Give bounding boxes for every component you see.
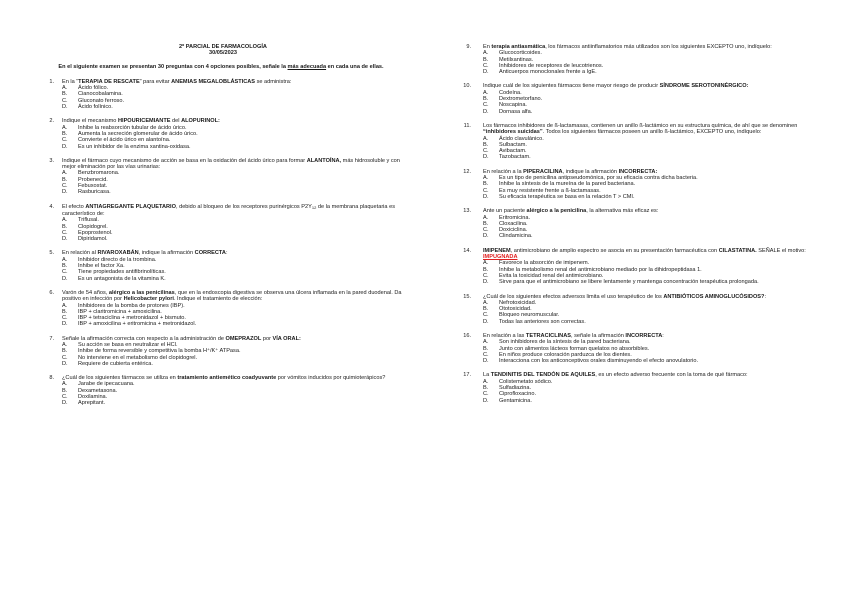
option-text: Dextrometorfano. xyxy=(499,96,543,103)
option-letter: D. xyxy=(62,360,68,367)
option-letter: A. xyxy=(62,341,68,348)
option-text: No interviene en el metabolismo del clopidogrel. xyxy=(78,354,198,361)
option-text: Interacciona con los anticonceptivos orales disminuyendo el efecto anovulatorio. xyxy=(499,358,699,365)
option-text: Son inhibidores de la síntesis de la pared bacteriana. xyxy=(499,339,631,346)
answer-option xyxy=(62,104,412,110)
option-text: Su acción se basa en neutralizar el HCl. xyxy=(78,341,178,348)
option-letter: D. xyxy=(62,236,68,243)
option-text: Colistemetato sódico. xyxy=(499,378,553,385)
option-text: Ototoxicidad. xyxy=(499,306,532,313)
option-letter: B. xyxy=(62,130,68,137)
option-text: Tazobactam. xyxy=(499,154,531,161)
option-text: Dornasa alfa. xyxy=(499,108,533,115)
option-text: Dipiridamol. xyxy=(78,236,108,243)
option-letter: D. xyxy=(483,108,489,115)
answer-option xyxy=(62,321,412,327)
option-letter: B. xyxy=(483,266,489,273)
option-text: Favorece la absorción de imipenem. xyxy=(499,260,590,267)
option-text: Ciprofloxacino. xyxy=(499,391,536,398)
option-letter: D. xyxy=(62,189,68,196)
option-text: Epoprostenol. xyxy=(78,229,113,236)
option-text: Inhibidor directo de la trombina. xyxy=(78,256,157,263)
option-letter: B. xyxy=(62,223,68,230)
answer-option xyxy=(483,319,813,325)
option-text: Inhibe la síntesis de la mureína de la pared bacteriana. xyxy=(499,181,636,188)
question xyxy=(40,290,412,328)
option-letter: A. xyxy=(62,124,68,131)
option-letter: B. xyxy=(483,306,489,313)
question-number: 5. xyxy=(49,250,54,257)
option-letter: B. xyxy=(483,181,489,188)
option-text: Glucocorticoides. xyxy=(499,50,542,57)
option-letter: C. xyxy=(483,312,489,319)
option-letter: B. xyxy=(62,308,68,315)
option-text: Gluconato ferroso. xyxy=(78,97,125,104)
question-stem: En relación a la PIPERACILINA, indique la afirmación INCORRECTA: xyxy=(483,168,658,175)
question-number: 6. xyxy=(49,289,54,296)
option-letter: C. xyxy=(62,269,68,276)
option-letter: D. xyxy=(483,69,489,76)
question xyxy=(461,333,813,364)
option-letter: A. xyxy=(62,217,68,224)
option-text: Inhibe la reabsorción tubular de ácido úrico. xyxy=(78,124,187,131)
question-number: 4. xyxy=(49,203,54,210)
question-stem: Los fármacos inhibidores de ß-lactamasas, contienen un anillo ß-lactámico en su estructura química, de ahí que se denominen “inhibidores suicidas”. Todos los siguientes fármacos poseen un anillo ß-lactámico, EXCEPTO uno, indíquelo: xyxy=(483,122,798,136)
option-letter: A. xyxy=(483,378,489,385)
option-text: Sirve para que el antimicrobiano se libere lentamente y mantenga concentración terapéutica prolongada. xyxy=(499,279,759,286)
option-text: Es un tipo de penicilina antipseudomónica, por su eficacia contra dicha bacteria. xyxy=(499,175,698,182)
question-stem: Ante un paciente alérgico a la penicilina, la alternativa más eficaz es: xyxy=(483,208,659,215)
option-text: Ácido fólico. xyxy=(78,85,109,92)
answer-option xyxy=(483,398,813,404)
option-letter: C. xyxy=(62,394,68,401)
question xyxy=(40,79,412,110)
option-text: Inhibe de forma reversible y competitiva la bomba H⁺/K⁺ ATPasa. xyxy=(78,348,241,355)
option-letter: B. xyxy=(62,91,68,98)
option-letter: A. xyxy=(483,339,489,346)
answer-option xyxy=(483,109,813,115)
option-text: Dexametasona. xyxy=(78,387,118,394)
answer-option xyxy=(483,233,813,239)
left-column xyxy=(40,0,412,415)
option-text: Ácido folínico. xyxy=(78,104,113,111)
option-text: En niños produce coloración parduzca de los dientes. xyxy=(499,351,632,358)
option-text: Clindamicina. xyxy=(499,233,533,240)
question xyxy=(461,208,813,239)
option-text: Codeína. xyxy=(499,89,522,96)
question-number: 16. xyxy=(463,332,471,339)
answer-option xyxy=(483,279,813,285)
question-stem: En relación a las TETRACICLINAS, señale la afirmación INCORRECTA: xyxy=(483,332,664,339)
option-text: Noscapina. xyxy=(499,102,527,109)
option-letter: A. xyxy=(62,170,68,177)
option-text: Todas las anteriores son correctas. xyxy=(499,318,586,325)
question xyxy=(461,83,813,114)
option-text: Doxiciclina. xyxy=(499,227,528,234)
option-text: IBP + tetraciclina + metronidazol + bismuto. xyxy=(78,315,186,322)
option-letter: B. xyxy=(62,387,68,394)
question xyxy=(40,158,412,196)
question xyxy=(461,248,813,286)
option-letter: C. xyxy=(62,229,68,236)
option-letter: C. xyxy=(483,148,489,155)
option-text: Aumenta la secreción glomerular de ácido úrico. xyxy=(78,130,198,137)
answer-option xyxy=(483,194,813,200)
option-text: Tiene propiedades antifibrinolíticas. xyxy=(78,269,166,276)
question-number: 9. xyxy=(466,44,471,50)
exam-instructions: En el siguiente examen se presentan 30 preguntas con 4 opciones posibles, señale la más adecuada en cada una de ellas. xyxy=(58,63,384,70)
question-number: 17. xyxy=(463,372,471,379)
answer-option xyxy=(62,400,412,406)
option-letter: C. xyxy=(483,187,489,194)
question-number: 1. xyxy=(49,78,54,85)
option-text: Cloxacilina. xyxy=(499,220,528,227)
question xyxy=(461,44,813,75)
option-text: Eritromicina. xyxy=(499,214,531,221)
option-letter: A. xyxy=(483,50,489,57)
right-question-list xyxy=(461,44,813,404)
question xyxy=(461,169,813,200)
option-letter: B. xyxy=(483,385,489,392)
option-letter: D. xyxy=(62,143,68,150)
question-stem: El efecto ANTIAGREGANTE PLAQUETARIO, debido al bloqueo de los receptores purinérgicos $P2Y_{12}$ de la membrana plaquetaria es característico de: xyxy=(62,203,395,217)
option-letter: B. xyxy=(483,96,489,103)
option-text: Probenecid. xyxy=(78,176,108,183)
question xyxy=(40,336,412,367)
option-text: Cianocobalamina. xyxy=(78,91,123,98)
option-letter: A. xyxy=(62,302,68,309)
option-text: Su eficacia terapéutica se basa en la relación T > CMI. xyxy=(499,193,635,200)
option-text: Inhibidores de receptores de leucotrienos. xyxy=(499,62,604,69)
right-column xyxy=(461,0,813,412)
option-letter: C. xyxy=(62,315,68,322)
option-letter: C. xyxy=(483,62,489,69)
option-letter: A. xyxy=(483,299,489,306)
option-text: Requiere de cubierta entérica. xyxy=(78,360,153,367)
answer-option xyxy=(62,236,412,242)
question xyxy=(40,375,412,406)
question-number: 11. xyxy=(463,122,471,129)
option-text: Rasburicasa. xyxy=(78,189,111,196)
option-letter: C. xyxy=(483,272,489,279)
option-letter: A. xyxy=(483,135,489,142)
option-text: IBP + amoxicilina + eritromicina + metronidazol. xyxy=(78,321,197,328)
option-letter: C. xyxy=(62,97,68,104)
option-letter: D. xyxy=(483,154,489,161)
option-text: Bloqueo neuromuscular. xyxy=(499,312,560,319)
option-letter: B. xyxy=(62,348,68,355)
question xyxy=(40,250,412,281)
question-stem: Indique el mecanismo HIPOURICEMIANTE del ALOPURINOL: xyxy=(62,118,220,125)
option-letter: D. xyxy=(483,397,489,404)
option-text: Doxilamina. xyxy=(78,394,108,401)
question-stem: En terapia antiasmática, los fármacos antiinflamatorios más utilizados son los siguientes EXCEPTO uno, indíquelo: xyxy=(483,44,772,50)
option-text: Es un antagonista de la vitamina K. xyxy=(78,275,166,282)
option-text: Ácido clavulánico. xyxy=(499,135,544,142)
question xyxy=(40,204,412,243)
option-text: Gentamicina. xyxy=(499,397,532,404)
option-text: Inhibe la metabolismo renal del antimicrobiano mediado por la dihidropeptidasa 1. xyxy=(499,266,702,273)
option-letter: D. xyxy=(483,358,489,365)
option-letter: B. xyxy=(62,263,68,270)
question-number: 14. xyxy=(463,247,471,254)
option-letter: D. xyxy=(483,193,489,200)
option-text: Avibactam. xyxy=(499,148,527,155)
answer-option xyxy=(62,276,412,282)
option-text: Sulfadiazina. xyxy=(499,385,532,392)
answer-option xyxy=(62,189,412,195)
question-stem: La TENDINITIS DEL TENDÓN DE AQUILES, es un efecto adverso frecuente con la toma de qué fármaco: xyxy=(483,372,748,379)
option-letter: D. xyxy=(483,318,489,325)
question xyxy=(40,118,412,149)
option-letter: A. xyxy=(483,214,489,221)
option-letter: A. xyxy=(62,256,68,263)
option-text: Clopidogrel. xyxy=(78,223,108,230)
option-letter: C. xyxy=(62,183,68,190)
option-letter: C. xyxy=(62,354,68,361)
answer-option xyxy=(483,69,813,75)
option-text: Aprepitant. xyxy=(78,400,106,407)
question-stem: Señale la afirmación correcta con respecto a la administración de OMEPRAZOL por VÍA ORAL: xyxy=(62,335,301,342)
exam-title: 2º PARCIAL DE FARMACOLOGÍA xyxy=(179,44,267,50)
option-letter: C. xyxy=(483,102,489,109)
option-letter: A. xyxy=(483,89,489,96)
option-letter: A. xyxy=(483,175,489,182)
option-text: Anticuerpos monoclonales frente a IgE. xyxy=(499,69,597,76)
option-letter: B. xyxy=(483,56,489,63)
question-number: 2. xyxy=(49,118,54,125)
option-letter: A. xyxy=(62,85,68,92)
option-text: IBP + claritromicina + amoxicilina. xyxy=(78,308,162,315)
answer-option xyxy=(62,361,412,367)
option-text: Febuxostat. xyxy=(78,183,108,190)
question xyxy=(461,372,813,403)
option-letter: D. xyxy=(62,321,68,328)
option-letter: D. xyxy=(62,275,68,282)
option-letter: C. xyxy=(62,137,68,144)
question-number: 10. xyxy=(463,83,471,90)
option-text: Inhibe el factor Xa. xyxy=(78,263,125,270)
question-stem: Varón de 54 años, alérgico a las penicilinas, que en la endoscopia digestiva se observa una úlcera inflamada en la pared duodenal. Da positivo en infección por Helicobacter pylori. Indique el tratamiento de elección: xyxy=(62,289,402,303)
question xyxy=(461,294,813,325)
option-text: Benzbromarona. xyxy=(78,170,120,177)
option-letter: C. xyxy=(483,391,489,398)
option-letter: D. xyxy=(62,400,68,407)
left-question-list xyxy=(40,79,412,407)
option-letter: C. xyxy=(483,351,489,358)
option-text: Inhibidores de la bomba de protones (IBP). xyxy=(78,302,185,309)
option-letter: B. xyxy=(483,220,489,227)
option-text: Es muy resistente frente a ß-lactamasas. xyxy=(499,187,601,194)
option-letter: D. xyxy=(483,279,489,286)
question-number: 13. xyxy=(463,208,471,215)
option-letter: B. xyxy=(483,141,489,148)
option-letter: A. xyxy=(62,381,68,388)
option-text: Convierte el ácido úrico en alantoína. xyxy=(78,137,171,144)
option-letter: C. xyxy=(483,227,489,234)
question-number: 3. xyxy=(49,157,54,164)
option-text: Junto con alimentos lácteos forman quelatos no absorbibles. xyxy=(499,345,650,352)
question-number: 12. xyxy=(463,168,471,175)
question-stem: ¿Cuál de los siguientes fármacos se utiliza en tratamiento antiemético coadyuvante por vómitos inducidos por quimioterápicos? xyxy=(62,375,386,382)
question-stem: ¿Cuál de los siguientes efectos adversos limita el uso terapéutico de los ANTIBIÓTICOS AMINOGLUCÓSIDOS?: xyxy=(483,293,767,300)
option-text: Es un inhibidor de la enzima xantina-oxidasa. xyxy=(78,143,191,150)
option-letter: B. xyxy=(62,176,68,183)
answer-option xyxy=(483,154,813,160)
answer-option xyxy=(483,358,813,364)
option-text: Evita la toxicidad renal del antimicrobiano. xyxy=(499,272,604,279)
option-text: Sulbactam. xyxy=(499,141,527,148)
question-number: 15. xyxy=(463,293,471,300)
exam-date: 30/05/2023 xyxy=(209,50,237,57)
option-letter: D. xyxy=(62,104,68,111)
option-letter: D. xyxy=(483,233,489,240)
question-stem: IMIPENEM, antimicrobiano de amplio espectro se asocia en su presentación farmacéutica con CILASTATINA. SEÑALE el motivo: IMPUGNADA xyxy=(483,247,806,261)
question-stem: En la “TERAPIA DE RESCATE” para evitar ANEMIAS MEGALOBLÁSTICAS se administra: xyxy=(62,78,292,85)
question-number: 7. xyxy=(49,335,54,342)
question-stem: Indique el fármaco cuyo mecanismo de acción se basa en la oxidación del ácido úrico para formar ALANTOÍNA, más hidrosoluble y con mejor eliminación por las vías urinarias: xyxy=(62,157,400,171)
question xyxy=(461,123,813,161)
option-letter: A. xyxy=(483,260,489,267)
option-text: Jarabe de ipecacuana. xyxy=(78,381,135,388)
question-number: 8. xyxy=(49,375,54,382)
question-stem: Indique cuál de los siguientes fármacos tiene mayor riesgo de producir SÍNDROME SEROTONINÉRGICO: xyxy=(483,83,749,90)
answer-option xyxy=(62,144,412,150)
option-text: Metilxantinas. xyxy=(499,56,534,63)
option-letter: B. xyxy=(483,345,489,352)
question-stem: En relación al RIVAROXABÁN, indique la afirmación CORRECTA: xyxy=(62,250,228,257)
option-text: Triflusal. xyxy=(78,217,99,224)
option-text: Nefrotoxicidad. xyxy=(499,299,537,306)
